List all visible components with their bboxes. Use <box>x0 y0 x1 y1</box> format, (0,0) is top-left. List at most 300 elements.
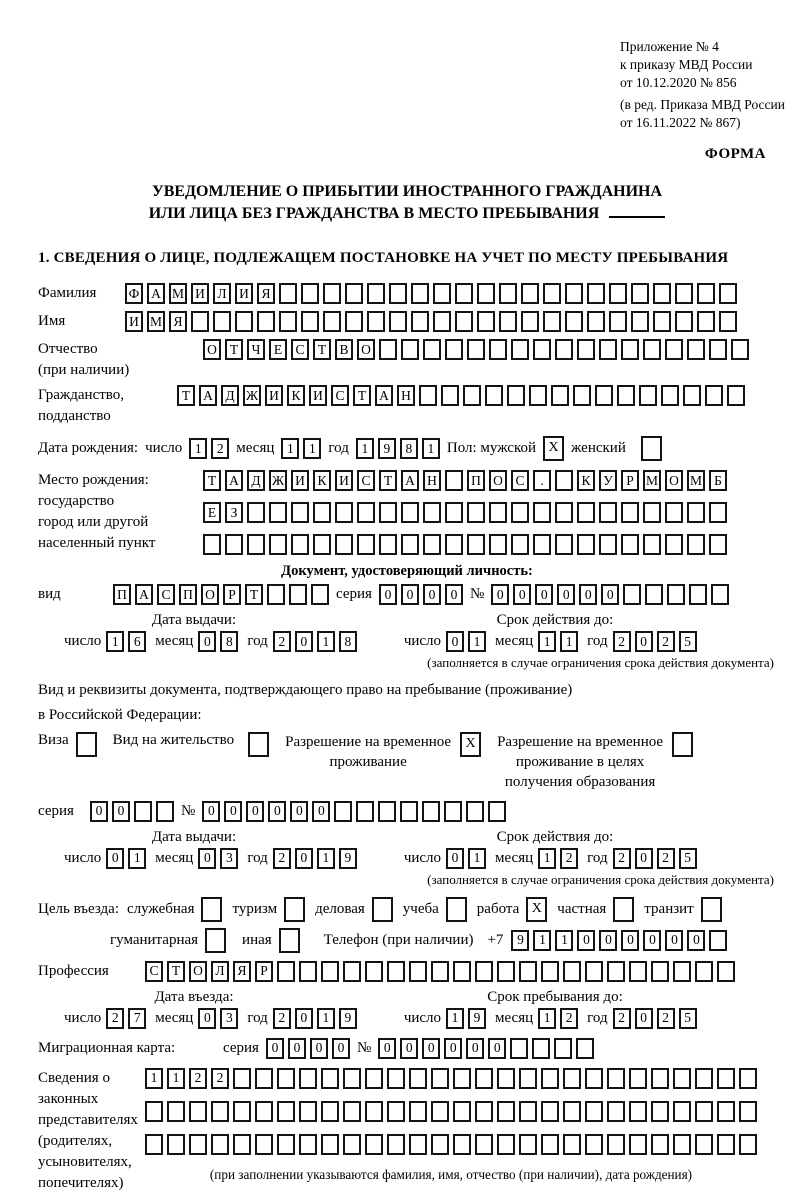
char-box[interactable]: У <box>599 470 617 491</box>
char-box[interactable] <box>731 339 749 360</box>
char-box[interactable] <box>595 385 613 406</box>
char-box[interactable]: 7 <box>128 1008 146 1029</box>
char-box[interactable] <box>607 1101 625 1122</box>
char-box[interactable]: И <box>125 311 143 332</box>
char-box[interactable]: 0 <box>423 584 441 605</box>
char-box[interactable] <box>739 1134 757 1155</box>
char-box[interactable] <box>211 1101 229 1122</box>
char-box[interactable] <box>639 385 657 406</box>
purpose-work-checkbox[interactable] <box>526 897 547 922</box>
char-box[interactable]: 0 <box>466 1038 484 1059</box>
char-box[interactable]: 3 <box>220 848 238 869</box>
char-box[interactable]: 1 <box>533 930 551 951</box>
char-box[interactable] <box>585 1101 603 1122</box>
char-box[interactable] <box>673 1068 691 1089</box>
char-box[interactable] <box>695 961 713 982</box>
char-box[interactable] <box>599 534 617 555</box>
char-box[interactable]: А <box>225 470 243 491</box>
char-box[interactable]: Л <box>211 961 229 982</box>
char-box[interactable] <box>687 339 705 360</box>
char-box[interactable] <box>299 1068 317 1089</box>
temporary-residence-checkbox[interactable] <box>460 732 481 757</box>
char-box[interactable] <box>689 584 707 605</box>
char-box[interactable] <box>134 801 152 822</box>
char-box[interactable]: 0 <box>444 1038 462 1059</box>
char-box[interactable]: 0 <box>295 848 313 869</box>
char-box[interactable]: 1 <box>468 631 486 652</box>
char-box[interactable] <box>541 1101 559 1122</box>
char-box[interactable]: 2 <box>106 1008 124 1029</box>
char-box[interactable] <box>365 1068 383 1089</box>
char-box[interactable] <box>467 502 485 523</box>
char-box[interactable]: 5 <box>679 1008 697 1029</box>
char-box[interactable]: А <box>401 470 419 491</box>
char-box[interactable] <box>651 1068 669 1089</box>
char-box[interactable] <box>431 1068 449 1089</box>
char-box[interactable] <box>269 502 287 523</box>
char-box[interactable]: 0 <box>295 631 313 652</box>
char-box[interactable]: 0 <box>643 930 661 951</box>
char-box[interactable]: 0 <box>295 1008 313 1029</box>
char-box[interactable]: X <box>526 897 547 922</box>
char-box[interactable] <box>367 311 385 332</box>
char-box[interactable]: 0 <box>687 930 705 951</box>
char-box[interactable] <box>255 1134 273 1155</box>
char-box[interactable]: Р <box>621 470 639 491</box>
char-box[interactable] <box>400 801 418 822</box>
purpose-official-checkbox[interactable] <box>201 897 222 922</box>
char-box[interactable]: 2 <box>657 848 675 869</box>
char-box[interactable] <box>441 385 459 406</box>
char-box[interactable]: Ж <box>243 385 261 406</box>
char-box[interactable] <box>653 311 671 332</box>
char-box[interactable] <box>387 961 405 982</box>
char-box[interactable]: 2 <box>560 1008 578 1029</box>
char-box[interactable] <box>475 1134 493 1155</box>
char-box[interactable]: П <box>179 584 197 605</box>
char-box[interactable] <box>519 1134 537 1155</box>
char-box[interactable] <box>189 1134 207 1155</box>
char-box[interactable] <box>672 732 693 757</box>
char-box[interactable] <box>365 961 383 982</box>
char-box[interactable]: Д <box>221 385 239 406</box>
char-box[interactable]: 1 <box>106 631 124 652</box>
char-box[interactable] <box>621 502 639 523</box>
char-box[interactable] <box>334 801 352 822</box>
char-box[interactable]: И <box>265 385 283 406</box>
char-box[interactable]: И <box>191 283 209 304</box>
char-box[interactable]: 1 <box>468 848 486 869</box>
char-box[interactable] <box>643 534 661 555</box>
char-box[interactable] <box>335 534 353 555</box>
char-box[interactable] <box>378 801 396 822</box>
char-box[interactable] <box>247 502 265 523</box>
purpose-other-checkbox[interactable] <box>279 928 300 953</box>
char-box[interactable] <box>577 339 595 360</box>
char-box[interactable] <box>453 1068 471 1089</box>
char-box[interactable] <box>335 502 353 523</box>
char-box[interactable]: 1 <box>422 438 440 459</box>
char-box[interactable]: 0 <box>198 1008 216 1029</box>
char-box[interactable] <box>554 1038 572 1059</box>
char-box[interactable] <box>255 1068 273 1089</box>
char-box[interactable]: 1 <box>167 1068 185 1089</box>
char-box[interactable]: Т <box>379 470 397 491</box>
char-box[interactable] <box>711 584 729 605</box>
char-box[interactable] <box>289 584 307 605</box>
char-box[interactable] <box>577 534 595 555</box>
char-box[interactable] <box>665 339 683 360</box>
char-box[interactable] <box>167 1101 185 1122</box>
char-box[interactable] <box>577 502 595 523</box>
char-box[interactable]: 2 <box>613 848 631 869</box>
char-box[interactable]: 2 <box>211 1068 229 1089</box>
char-box[interactable]: О <box>189 961 207 982</box>
char-box[interactable] <box>631 311 649 332</box>
char-box[interactable] <box>485 385 503 406</box>
char-box[interactable]: 9 <box>339 1008 357 1029</box>
char-box[interactable] <box>343 1134 361 1155</box>
char-box[interactable] <box>541 1068 559 1089</box>
char-box[interactable] <box>323 283 341 304</box>
char-box[interactable] <box>446 897 467 922</box>
char-box[interactable]: В <box>335 339 353 360</box>
char-box[interactable] <box>277 1101 295 1122</box>
visa-checkbox[interactable] <box>76 732 97 757</box>
char-box[interactable]: С <box>357 470 375 491</box>
char-box[interactable] <box>617 385 635 406</box>
char-box[interactable] <box>541 961 559 982</box>
char-box[interactable] <box>445 339 463 360</box>
char-box[interactable] <box>445 534 463 555</box>
char-box[interactable] <box>76 732 97 757</box>
char-box[interactable]: 5 <box>679 631 697 652</box>
char-box[interactable] <box>475 961 493 982</box>
char-box[interactable]: Т <box>167 961 185 982</box>
char-box[interactable]: 0 <box>90 801 108 822</box>
char-box[interactable] <box>499 311 517 332</box>
char-box[interactable] <box>607 961 625 982</box>
char-box[interactable] <box>389 311 407 332</box>
char-box[interactable] <box>423 339 441 360</box>
char-box[interactable]: М <box>687 470 705 491</box>
char-box[interactable] <box>257 311 275 332</box>
char-box[interactable] <box>739 1068 757 1089</box>
char-box[interactable] <box>423 502 441 523</box>
char-box[interactable] <box>455 311 473 332</box>
char-box[interactable] <box>313 502 331 523</box>
char-box[interactable] <box>488 801 506 822</box>
char-box[interactable] <box>555 534 573 555</box>
char-box[interactable] <box>477 283 495 304</box>
char-box[interactable] <box>411 283 429 304</box>
char-box[interactable] <box>631 283 649 304</box>
char-box[interactable] <box>235 311 253 332</box>
char-box[interactable]: 1 <box>281 438 299 459</box>
char-box[interactable]: С <box>145 961 163 982</box>
char-box[interactable] <box>299 1101 317 1122</box>
char-box[interactable]: С <box>511 470 529 491</box>
residence-permit-checkbox[interactable] <box>248 732 269 757</box>
char-box[interactable]: 0 <box>621 930 639 951</box>
char-box[interactable] <box>709 502 727 523</box>
char-box[interactable] <box>343 1068 361 1089</box>
char-box[interactable]: 2 <box>273 631 291 652</box>
char-box[interactable] <box>695 1134 713 1155</box>
char-box[interactable] <box>563 1068 581 1089</box>
char-box[interactable]: Т <box>245 584 263 605</box>
char-box[interactable]: М <box>147 311 165 332</box>
temporary-residence-education-checkbox[interactable] <box>672 732 693 757</box>
char-box[interactable]: К <box>577 470 595 491</box>
char-box[interactable] <box>709 339 727 360</box>
char-box[interactable]: 0 <box>635 631 653 652</box>
char-box[interactable] <box>541 1134 559 1155</box>
char-box[interactable]: 0 <box>557 584 575 605</box>
char-box[interactable] <box>389 283 407 304</box>
char-box[interactable] <box>697 311 715 332</box>
purpose-study-checkbox[interactable] <box>446 897 467 922</box>
char-box[interactable]: С <box>157 584 175 605</box>
char-box[interactable] <box>267 584 285 605</box>
char-box[interactable] <box>673 961 691 982</box>
char-box[interactable] <box>401 502 419 523</box>
char-box[interactable] <box>233 1134 251 1155</box>
char-box[interactable]: 0 <box>268 801 286 822</box>
char-box[interactable] <box>673 1134 691 1155</box>
char-box[interactable] <box>521 311 539 332</box>
char-box[interactable] <box>489 339 507 360</box>
char-box[interactable] <box>255 1101 273 1122</box>
char-box[interactable]: И <box>335 470 353 491</box>
char-box[interactable]: 0 <box>513 584 531 605</box>
purpose-private-checkbox[interactable] <box>613 897 634 922</box>
char-box[interactable]: 0 <box>446 848 464 869</box>
char-box[interactable]: Ч <box>247 339 265 360</box>
char-box[interactable] <box>372 897 393 922</box>
char-box[interactable] <box>585 1068 603 1089</box>
char-box[interactable] <box>599 502 617 523</box>
char-box[interactable] <box>201 897 222 922</box>
char-box[interactable]: 2 <box>211 438 229 459</box>
char-box[interactable] <box>576 1038 594 1059</box>
char-box[interactable] <box>409 1068 427 1089</box>
char-box[interactable] <box>709 534 727 555</box>
char-box[interactable]: X <box>460 732 481 757</box>
char-box[interactable] <box>629 961 647 982</box>
char-box[interactable]: Н <box>423 470 441 491</box>
char-box[interactable]: 9 <box>468 1008 486 1029</box>
char-box[interactable] <box>475 1068 493 1089</box>
char-box[interactable] <box>345 283 363 304</box>
char-box[interactable] <box>719 283 737 304</box>
char-box[interactable]: 8 <box>220 631 238 652</box>
char-box[interactable] <box>453 961 471 982</box>
char-box[interactable] <box>643 502 661 523</box>
char-box[interactable] <box>409 1134 427 1155</box>
char-box[interactable] <box>533 339 551 360</box>
char-box[interactable] <box>695 1101 713 1122</box>
char-box[interactable] <box>705 385 723 406</box>
char-box[interactable] <box>233 1101 251 1122</box>
char-box[interactable] <box>379 502 397 523</box>
char-box[interactable]: М <box>169 283 187 304</box>
char-box[interactable] <box>356 801 374 822</box>
char-box[interactable] <box>599 339 617 360</box>
char-box[interactable]: . <box>533 470 551 491</box>
char-box[interactable] <box>641 436 662 461</box>
char-box[interactable]: 0 <box>378 1038 396 1059</box>
char-box[interactable] <box>651 1101 669 1122</box>
char-box[interactable] <box>739 1101 757 1122</box>
char-box[interactable]: Е <box>269 339 287 360</box>
char-box[interactable] <box>313 534 331 555</box>
char-box[interactable]: И <box>309 385 327 406</box>
char-box[interactable] <box>609 283 627 304</box>
char-box[interactable] <box>343 1101 361 1122</box>
char-box[interactable] <box>321 1101 339 1122</box>
char-box[interactable] <box>607 1134 625 1155</box>
char-box[interactable] <box>507 385 525 406</box>
char-box[interactable]: О <box>489 470 507 491</box>
char-box[interactable] <box>277 961 295 982</box>
char-box[interactable]: 0 <box>266 1038 284 1059</box>
char-box[interactable]: 1 <box>356 438 374 459</box>
char-box[interactable] <box>401 534 419 555</box>
char-box[interactable]: 2 <box>273 1008 291 1029</box>
char-box[interactable]: 0 <box>577 930 595 951</box>
char-box[interactable]: 2 <box>189 1068 207 1089</box>
char-box[interactable] <box>233 1068 251 1089</box>
char-box[interactable]: Т <box>313 339 331 360</box>
char-box[interactable] <box>497 1101 515 1122</box>
char-box[interactable]: 1 <box>446 1008 464 1029</box>
char-box[interactable] <box>445 470 463 491</box>
char-box[interactable] <box>661 385 679 406</box>
char-box[interactable]: Т <box>353 385 371 406</box>
char-box[interactable]: И <box>291 470 309 491</box>
char-box[interactable]: Т <box>225 339 243 360</box>
char-box[interactable]: Р <box>255 961 273 982</box>
char-box[interactable] <box>247 534 265 555</box>
char-box[interactable] <box>301 311 319 332</box>
char-box[interactable] <box>717 1134 735 1155</box>
char-box[interactable] <box>555 502 573 523</box>
char-box[interactable] <box>277 1134 295 1155</box>
char-box[interactable]: 0 <box>310 1038 328 1059</box>
char-box[interactable] <box>423 534 441 555</box>
char-box[interactable] <box>565 311 583 332</box>
char-box[interactable]: Я <box>169 311 187 332</box>
char-box[interactable] <box>203 534 221 555</box>
char-box[interactable]: 3 <box>220 1008 238 1029</box>
char-box[interactable] <box>499 283 517 304</box>
char-box[interactable] <box>607 1068 625 1089</box>
char-box[interactable]: К <box>287 385 305 406</box>
char-box[interactable] <box>189 1101 207 1122</box>
char-box[interactable]: 0 <box>290 801 308 822</box>
char-box[interactable]: 0 <box>491 584 509 605</box>
char-box[interactable] <box>533 534 551 555</box>
char-box[interactable]: И <box>235 283 253 304</box>
char-box[interactable]: Т <box>203 470 221 491</box>
char-box[interactable]: О <box>665 470 683 491</box>
char-box[interactable] <box>422 801 440 822</box>
char-box[interactable]: Б <box>709 470 727 491</box>
char-box[interactable]: О <box>357 339 375 360</box>
char-box[interactable] <box>629 1068 647 1089</box>
char-box[interactable] <box>489 534 507 555</box>
char-box[interactable] <box>205 928 226 953</box>
char-box[interactable] <box>357 534 375 555</box>
char-box[interactable] <box>585 1134 603 1155</box>
purpose-business-checkbox[interactable] <box>372 897 393 922</box>
char-box[interactable] <box>433 311 451 332</box>
char-box[interactable]: 2 <box>657 631 675 652</box>
char-box[interactable] <box>543 283 561 304</box>
char-box[interactable]: 5 <box>679 848 697 869</box>
char-box[interactable] <box>489 502 507 523</box>
char-box[interactable]: Т <box>177 385 195 406</box>
char-box[interactable] <box>701 897 722 922</box>
char-box[interactable] <box>387 1134 405 1155</box>
char-box[interactable]: 9 <box>339 848 357 869</box>
char-box[interactable]: С <box>291 339 309 360</box>
char-box[interactable]: 0 <box>446 631 464 652</box>
char-box[interactable] <box>477 311 495 332</box>
char-box[interactable]: 0 <box>635 848 653 869</box>
char-box[interactable]: 1 <box>145 1068 163 1089</box>
char-box[interactable] <box>613 897 634 922</box>
char-box[interactable]: 1 <box>317 848 335 869</box>
char-box[interactable]: Р <box>223 584 241 605</box>
char-box[interactable] <box>497 1134 515 1155</box>
char-box[interactable] <box>573 385 591 406</box>
char-box[interactable]: 0 <box>312 801 330 822</box>
char-box[interactable]: 2 <box>273 848 291 869</box>
char-box[interactable]: 1 <box>317 631 335 652</box>
char-box[interactable]: Е <box>203 502 221 523</box>
char-box[interactable] <box>156 801 174 822</box>
char-box[interactable] <box>695 1068 713 1089</box>
char-box[interactable] <box>643 339 661 360</box>
char-box[interactable] <box>321 961 339 982</box>
char-box[interactable] <box>191 311 209 332</box>
char-box[interactable] <box>521 283 539 304</box>
char-box[interactable] <box>563 1134 581 1155</box>
char-box[interactable]: О <box>201 584 219 605</box>
char-box[interactable] <box>299 961 317 982</box>
char-box[interactable]: О <box>203 339 221 360</box>
char-box[interactable] <box>301 283 319 304</box>
char-box[interactable]: 1 <box>538 1008 556 1029</box>
char-box[interactable] <box>211 1134 229 1155</box>
char-box[interactable] <box>629 1101 647 1122</box>
char-box[interactable] <box>719 311 737 332</box>
char-box[interactable]: Я <box>233 961 251 982</box>
char-box[interactable]: 0 <box>535 584 553 605</box>
char-box[interactable]: С <box>331 385 349 406</box>
char-box[interactable]: П <box>113 584 131 605</box>
char-box[interactable]: 1 <box>189 438 207 459</box>
char-box[interactable] <box>519 961 537 982</box>
char-box[interactable]: К <box>313 470 331 491</box>
char-box[interactable] <box>279 311 297 332</box>
purpose-humanitarian-checkbox[interactable] <box>205 928 226 953</box>
char-box[interactable] <box>563 961 581 982</box>
char-box[interactable] <box>709 930 727 951</box>
char-box[interactable] <box>467 534 485 555</box>
